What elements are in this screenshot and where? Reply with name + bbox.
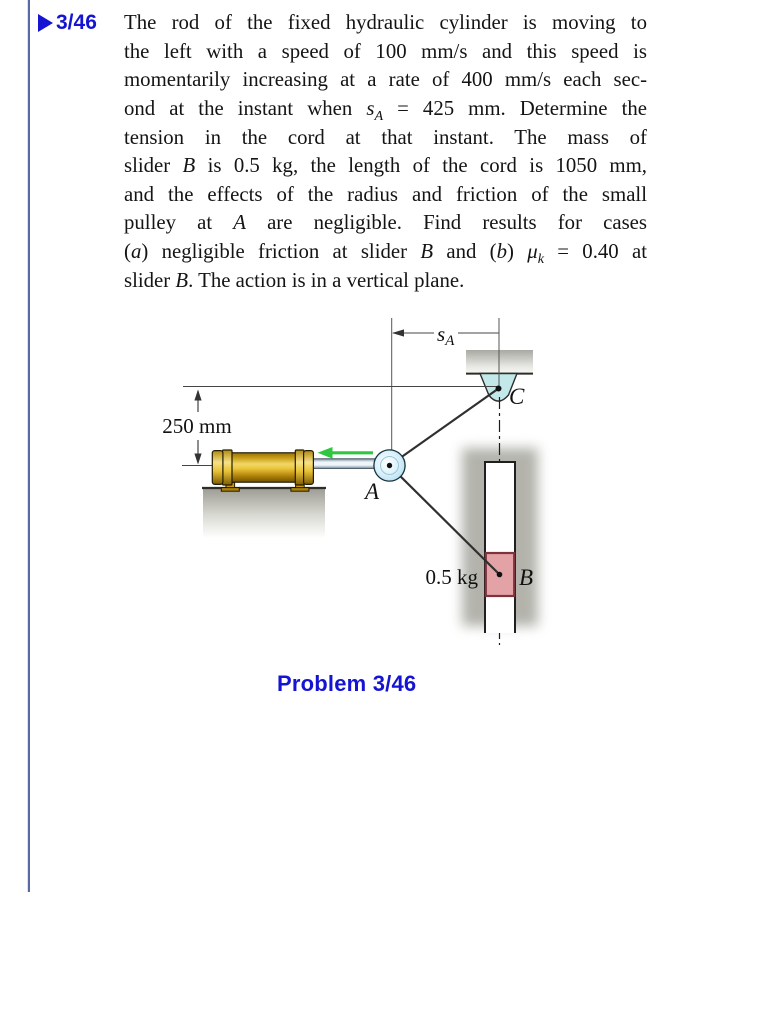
cylinder-right-foot [291,488,309,492]
figure-caption: Problem 3/46 [277,671,417,696]
problem-header [38,11,97,35]
velocity-arrowhead [318,447,333,459]
sa-dimension [392,322,499,349]
problem-text-line: slider B is 0.5 kg, the length of the cord is 1050 mm, [124,154,647,178]
problem-text-line: the left with a speed of 100 mm/s and this speed is [124,39,647,63]
problem-text-line: slider B. The action is in a vertical plane. [124,268,465,292]
page-margin-rule [28,0,30,892]
pulley-a [374,450,405,481]
dim-250-label: 250 mm [162,414,232,438]
sa-dimension-label: sA [437,322,455,349]
channel-interior [484,461,516,633]
pin-b-dot [497,572,503,578]
problem-text-line: and the effects of the radius and friction of the small [124,182,647,206]
label-c: C [509,384,525,409]
pulley-axle-dot [387,463,392,468]
label-b: B [519,565,534,590]
cylinder-left-cap [212,451,223,485]
problem-number: 3/46 [56,11,97,34]
problem-text-line: momentarily increasing at a rate of 400 mm/s each sec- [124,68,647,92]
ground-block [202,488,326,537]
problem-text [124,9,647,295]
problem-text-line: (a) negligible friction at slider B and (b) $\mu_k = 0.40$ at [124,240,648,268]
label-a: A [365,479,380,504]
problem-text-line: pulley at A are negligible. Find results for cases [124,211,647,235]
mass-label: 0.5 kg [425,565,478,589]
velocity-arrow-icon [318,447,374,459]
cylinder-left-ring [223,450,233,485]
up-arrowhead-icon [194,390,201,401]
cylinder-right-ring [295,450,304,485]
piston-rod [306,459,379,469]
cylinder-barrel [232,453,297,482]
pin-c-dot [496,386,502,392]
problem-text-line: ond at the instant when $s_A = 425$ mm. Determine the [124,96,647,125]
cylinder-right-cap [304,451,314,485]
ground-surface [203,488,325,537]
hydraulic-cylinder [212,450,313,491]
left-arrowhead-icon [392,329,404,336]
cylinder-left-foot [221,488,239,492]
vertical-guide-channel [484,461,516,633]
problem-text-line: The rod of the fixed hydraulic cylinder is moving to [124,11,647,34]
down-arrowhead-icon [194,454,201,465]
problem-text-line: tension in the cord at that instant. The mass of [124,125,647,149]
triangle-marker-icon [38,14,53,32]
